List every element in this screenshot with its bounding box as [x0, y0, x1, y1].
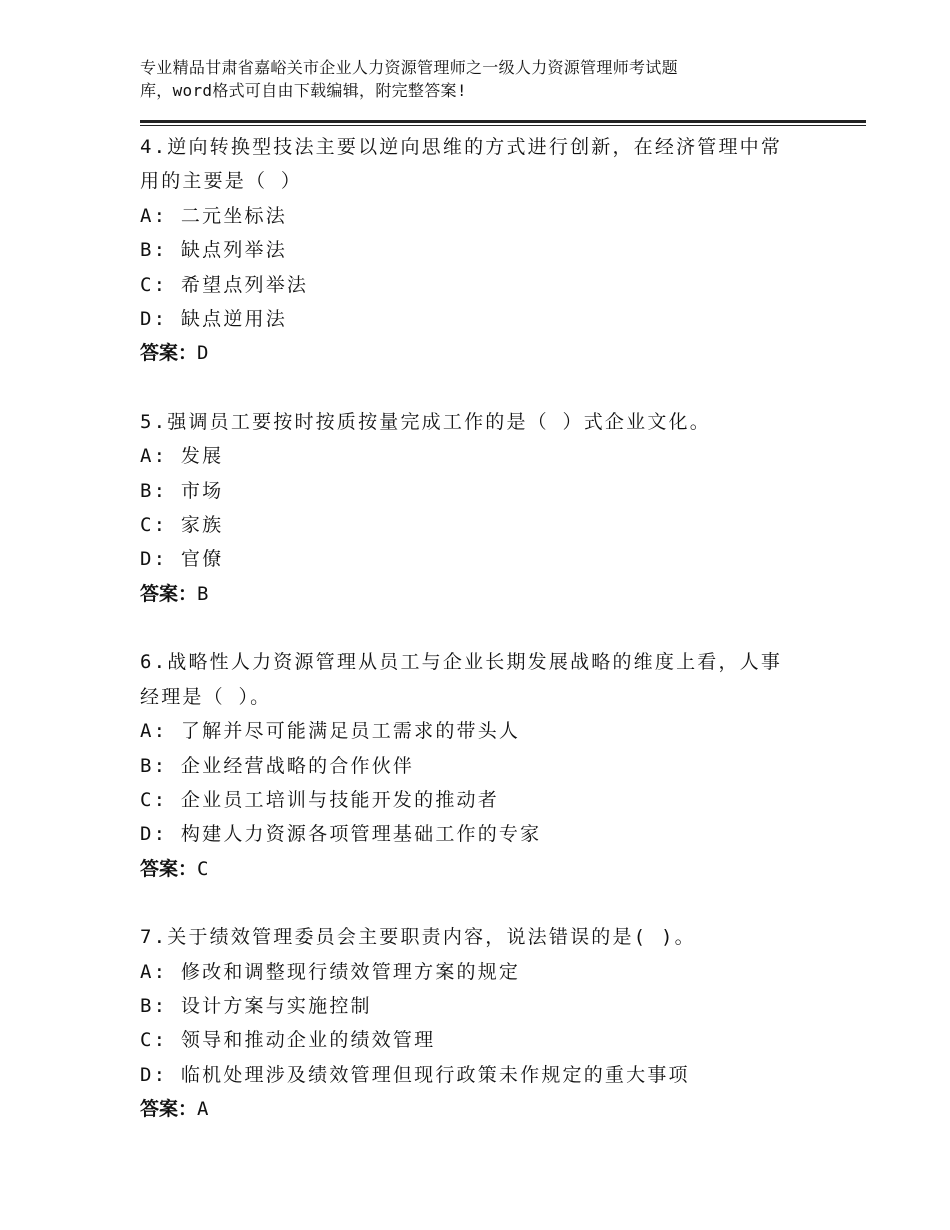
- document-header: [140, 56, 840, 102]
- option-b: B: 设计方案与实施控制: [140, 994, 372, 1017]
- option-c: C: 领导和推动企业的绩效管理: [140, 1029, 436, 1052]
- answer-line: [140, 577, 840, 611]
- question-list: [140, 130, 840, 1161]
- answer-line: [140, 852, 840, 886]
- answer-value: C: [197, 857, 209, 880]
- question-text: 5.强调员工要按时按质按量完成工作的是（ ）式企业文化。: [140, 410, 711, 433]
- question-4: [140, 130, 840, 371]
- question-text: 6.战略性人力资源管理从员工与企业长期发展战略的维度上看，人事: [140, 651, 783, 674]
- question-6: [140, 645, 840, 886]
- question-7: [140, 920, 840, 1126]
- option-c: C: 希望点列举法: [140, 273, 309, 296]
- option-b: B: 缺点列举法: [140, 239, 287, 262]
- option-a: A: 二元坐标法: [140, 204, 287, 227]
- option-c: C: 企业员工培训与技能开发的推动者: [140, 788, 499, 811]
- answer-label: 答案：: [140, 1098, 198, 1121]
- option-a: A: 了解并尽可能满足员工需求的带头人: [140, 720, 521, 743]
- option-b: B: 市场: [140, 479, 224, 502]
- question-text: 用的主要是（ ）: [140, 170, 303, 193]
- question-5: [140, 405, 840, 611]
- option-c: C: 家族: [140, 514, 224, 537]
- answer-line: [140, 1092, 840, 1126]
- answer-value: A: [197, 1098, 209, 1121]
- header-rule-thin: [140, 125, 866, 126]
- option-d: D: 缺点逆用法: [140, 308, 287, 331]
- header-line: 专业精品甘肃省嘉峪关市企业人力资源管理师之一级人力资源管理师考试题: [140, 58, 678, 77]
- answer-value: B: [197, 582, 209, 605]
- question-text: 4.逆向转换型技法主要以逆向思维的方式进行创新，在经济管理中常: [140, 136, 783, 158]
- answer-label: 答案：: [140, 342, 198, 365]
- answer-label: 答案：: [140, 857, 198, 880]
- header-rule-thick: [140, 120, 866, 123]
- option-d: D: 构建人力资源各项管理基础工作的专家: [140, 823, 542, 846]
- option-d: D: 临机处理涉及绩效管理但现行政策未作规定的重大事项: [140, 1063, 690, 1086]
- option-a: A: 发展: [140, 445, 224, 468]
- option-b: B: 企业经营战略的合作伙伴: [140, 754, 415, 777]
- answer-line: [140, 336, 840, 370]
- answer-label: 答案：: [140, 582, 198, 605]
- option-d: D: 官僚: [140, 548, 224, 571]
- question-text: 7.关于绩效管理委员会主要职责内容，说法错误的是( )。: [140, 926, 696, 949]
- answer-value: D: [197, 342, 209, 365]
- option-a: A: 修改和调整现行绩效管理方案的规定: [140, 960, 521, 983]
- header-line: 库，word格式可自由下载编辑，附完整答案!: [140, 81, 467, 100]
- question-text: 经理是（ ）。: [140, 685, 272, 708]
